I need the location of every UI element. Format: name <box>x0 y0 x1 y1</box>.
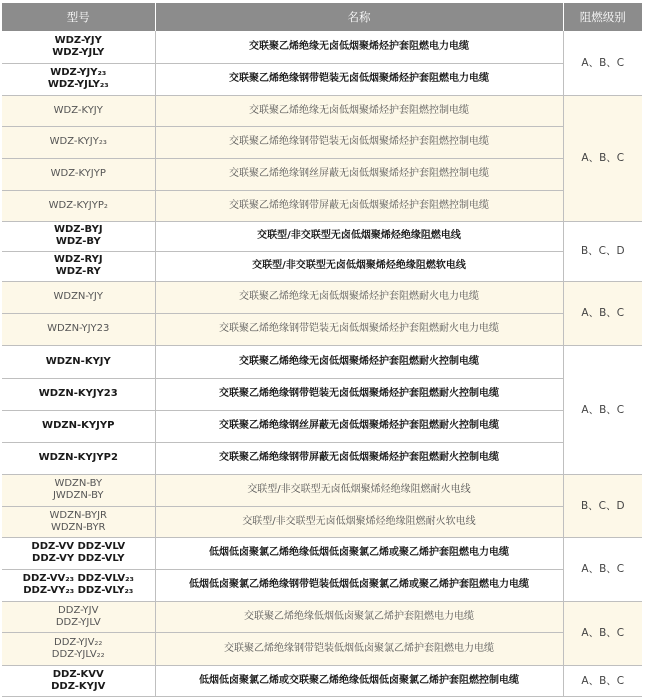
name-cell: 交联型/非交联型无卤低烟聚烯烃绝缘阻燃软电线 <box>155 251 563 281</box>
table-row <box>2 665 642 696</box>
table-row <box>2 442 642 474</box>
model-cell: WDZN-KYJY <box>2 345 155 378</box>
name-cell: 交联聚乙烯绝缘钢带铠装无卤低烟聚烯烃护套阻燃控制电缆 <box>155 126 563 158</box>
table-row <box>2 221 642 251</box>
grade-cell: B、C、D <box>563 221 642 281</box>
name-cell: 交联聚乙烯绝缘无卤低烟聚烯烃护套阻燃耐火控制电缆 <box>155 345 563 378</box>
grade-cell: A、B、C <box>563 537 642 601</box>
model-cell: DDZ-VV₂₃ DDZ-VLV₂₃ DDZ-VY₂₃ DDZ-VLY₂₃ <box>2 569 155 601</box>
name-cell: 交联聚乙烯绝缘钢带屏蔽无卤低烟聚烯烃护套阻燃耐火控制电缆 <box>155 442 563 474</box>
model-cell: WDZ-KYJYP₂ <box>2 190 155 221</box>
name-cell: 低烟低卤聚氯乙烯绝缘钢带铠装低烟低卤聚氯乙烯或聚乙烯护套阻燃电力电缆 <box>155 569 563 601</box>
name-cell: 交联聚乙烯绝缘钢带铠装无卤低烟聚烯烃护套阻燃耐火电力电缆 <box>155 313 563 345</box>
model-cell: WDZN-YJY23 <box>2 313 155 345</box>
grade-cell: B、C、D <box>563 474 642 537</box>
table-row <box>2 313 642 345</box>
model-cell: DDZ-YJV DDZ-YJLV <box>2 601 155 632</box>
table-row <box>2 95 642 126</box>
name-cell: 交联型/非交联型无卤低烟聚烯烃绝缘阻燃耐火软电线 <box>155 506 563 537</box>
name-cell: 交联聚乙烯绝缘钢带铠装低烟低卤聚氯乙烯护套阻燃电力电缆 <box>155 632 563 665</box>
table-row <box>2 251 642 281</box>
grade-cell: A、B、C <box>563 95 642 221</box>
model-cell: WDZN-KYJY23 <box>2 378 155 410</box>
name-cell: 交联聚乙烯绝缘无卤低烟聚烯烃护套阻燃电力电缆 <box>155 31 563 63</box>
name-cell: 交联聚乙烯绝缘钢带铠装无卤低烟聚烯烃护套阻燃耐火控制电缆 <box>155 378 563 410</box>
header-grade: 阻燃级别 <box>579 10 626 24</box>
table-row <box>2 190 642 221</box>
model-cell: WDZN-KYJYP <box>2 410 155 442</box>
table-row <box>2 506 642 537</box>
model-cell: DDZ-KVV DDZ-KYJV <box>2 665 155 696</box>
grade-cell: A、B、C <box>563 601 642 665</box>
model-cell: WDZN-BY JWDZN-BY <box>2 474 155 506</box>
name-cell: 交联聚乙烯绝缘钢带屏蔽无卤低烟聚烯烃护套阻燃控制电缆 <box>155 190 563 221</box>
table-row <box>2 63 642 95</box>
table-row <box>2 126 642 158</box>
model-cell: DDZ-VV DDZ-VLV DDZ-VY DDZ-VLY <box>2 537 155 569</box>
header-model: 型号 <box>2 3 155 31</box>
name-cell: 交联型/非交联型无卤低烟聚烯烃绝缘阻燃电线 <box>155 221 563 251</box>
name-cell: 低烟低卤聚氯乙烯绝缘低烟低卤聚氯乙烯或聚乙烯护套阻燃电力电缆 <box>155 537 563 569</box>
table-row <box>2 632 642 665</box>
table-row <box>2 410 642 442</box>
grade-cell: A、B、C <box>563 281 642 345</box>
name-cell: 交联型/非交联型无卤低烟聚烯烃绝缘阻燃耐火电线 <box>155 474 563 506</box>
name-cell: 交联聚乙烯绝缘低烟低卤聚氯乙烯护套阻燃电力电缆 <box>155 601 563 632</box>
table-row <box>2 569 642 601</box>
table-row <box>2 601 642 632</box>
header-row <box>2 3 642 31</box>
model-cell: WDZN-BYJR WDZN-BYR <box>2 506 155 537</box>
model-cell: WDZ-KYJY₂₃ <box>2 126 155 158</box>
header-name: 名称 <box>155 3 563 31</box>
model-cell: WDZ-RYJ WDZ-RY <box>2 251 155 281</box>
table-row <box>2 474 642 506</box>
grade-cell: A、B、C <box>563 345 642 474</box>
grade-cell: A、B、C <box>563 665 642 696</box>
table-row <box>2 158 642 190</box>
model-cell: DDZ-YJV₂₂ DDZ-YJLV₂₂ <box>2 632 155 665</box>
table-row <box>2 31 642 63</box>
name-cell: 交联聚乙烯绝缘钢丝屏蔽无卤低烟聚烯烃护套阻燃耐火控制电缆 <box>155 410 563 442</box>
model-cell: WDZN-YJY <box>2 281 155 313</box>
grade-cell: A、B、C <box>563 31 642 95</box>
name-cell: 低烟低卤聚氯乙烯或交联聚乙烯绝缘低烟低卤聚氯乙烯护套阻燃控制电缆 <box>155 665 563 696</box>
model-cell: WDZ-KYJY <box>2 95 155 126</box>
name-cell: 交联聚乙烯绝缘钢带铠装无卤低烟聚烯烃护套阻燃电力电缆 <box>155 63 563 95</box>
name-cell: 交联聚乙烯绝缘无卤低烟聚烯烃护套阻燃控制电缆 <box>155 95 563 126</box>
model-cell: WDZ-YJY₂₃ WDZ-YJLY₂₃ <box>2 63 155 95</box>
model-cell: WDZ-KYJYP <box>2 158 155 190</box>
model-cell: WDZ-BYJ WDZ-BY <box>2 221 155 251</box>
table-row <box>2 378 642 410</box>
name-cell: 交联聚乙烯绝缘钢丝屏蔽无卤低烟聚烯烃护套阻燃控制电缆 <box>155 158 563 190</box>
table-row <box>2 345 642 378</box>
table-row <box>2 537 642 569</box>
table-row <box>2 281 642 313</box>
cable-spec-table <box>2 3 642 697</box>
model-cell: WDZ-YJY WDZ-YJLY <box>2 31 155 63</box>
model-cell: WDZN-KYJYP2 <box>2 442 155 474</box>
name-cell: 交联聚乙烯绝缘无卤低烟聚烯烃护套阻燃耐火电力电缆 <box>155 281 563 313</box>
